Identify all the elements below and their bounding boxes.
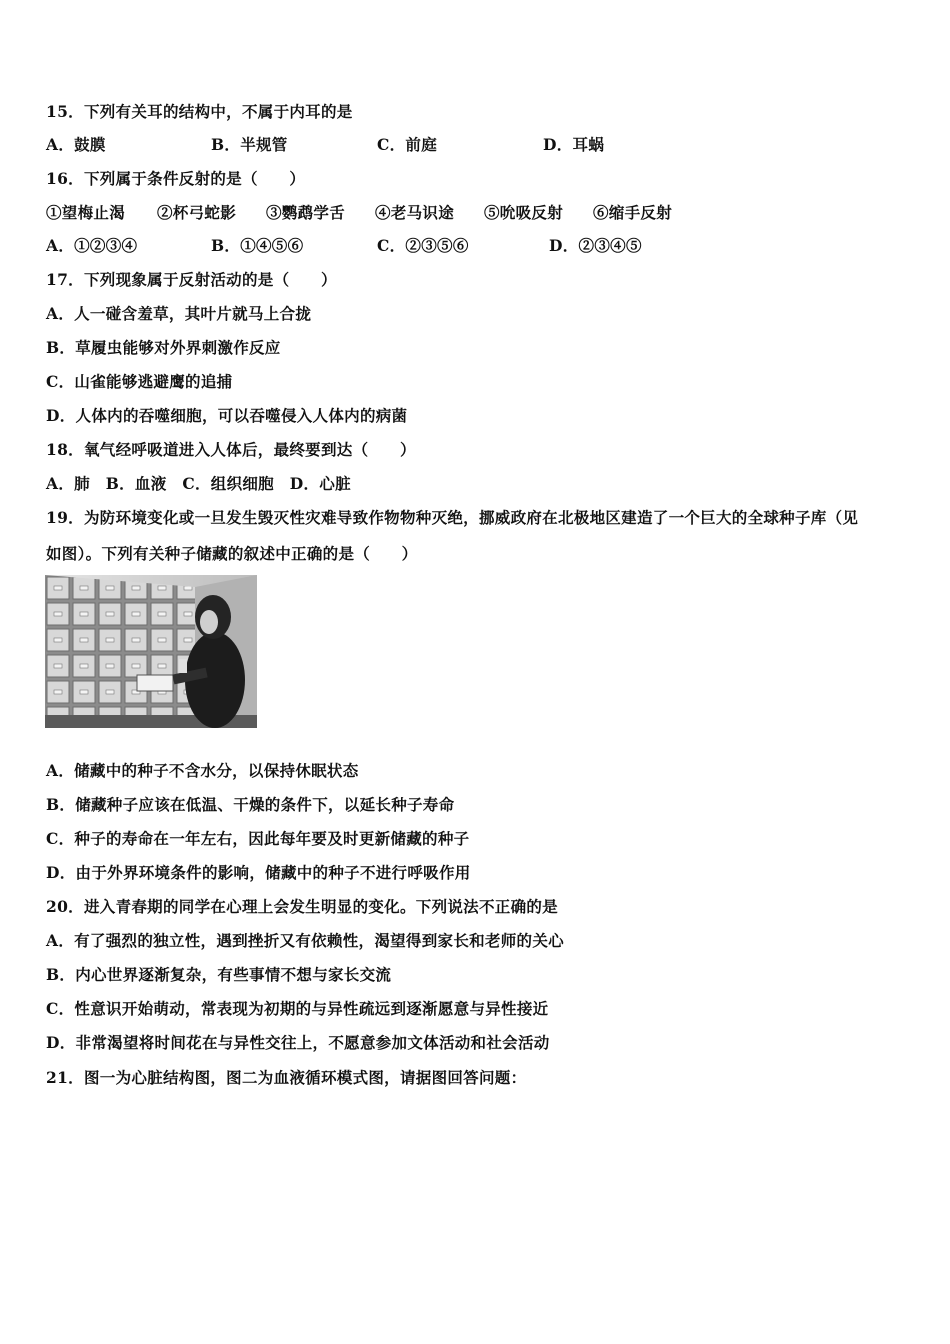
seed-vault-drawing [45, 575, 257, 728]
q19-stem-line1: 19．为防环境变化或一旦发生毁灭性灾难导致作物物种灭绝，挪威政府在北极地区建造了一个巨大的全球种子库（见 [46, 508, 859, 527]
q16-items [0, 203, 950, 223]
q19-option-b: B．储藏种子应该在低温、干燥的条件下，以延长种子寿命 [46, 795, 455, 814]
q16-item-3: ③鹦鹉学舌 [266, 203, 346, 222]
q20-option-a: A．有了强烈的独立性，遇到挫折又有依赖性，渴望得到家长和老师的关心 [46, 931, 564, 950]
q16-item-2: ②杯弓蛇影 [157, 203, 237, 222]
q20-option-b: B．内心世界逐渐复杂，有些事情不想与家长交流 [46, 965, 392, 984]
q19-stem-line2: 如图）。下列有关种子储藏的叙述中正确的是（ ） [46, 544, 418, 563]
q16-stem: 16．下列属于条件反射的是（ ） [46, 169, 306, 188]
q20-option-d: D．非常渴望将时间花在与异性交往上，不愿意参加文体活动和社会活动 [46, 1033, 550, 1052]
q17-option-c: C．山雀能够逃避鹰的追捕 [46, 372, 233, 391]
q16-options [0, 236, 950, 256]
q16-item-1: ①望梅止渴 [46, 203, 126, 222]
q19-option-c: C．种子的寿命在一年左右，因此每年要及时更新储藏的种子 [46, 829, 470, 848]
seed-vault-photo [45, 575, 257, 728]
q19-option-d: D．由于外界环境条件的影响，储藏中的种子不进行呼吸作用 [46, 863, 471, 882]
q15-option-c: C．前庭 [377, 135, 438, 154]
q16-item-4: ④老马识途 [375, 203, 455, 222]
q16-item-5: ⑤吮吸反射 [484, 203, 564, 222]
q16-option-a: A．①②③④ [46, 236, 138, 255]
q15-option-a: A．鼓膜 [46, 135, 106, 154]
q16-option-b: B．①④⑤⑥ [211, 236, 304, 255]
q16-option-d: D．②③④⑤ [549, 236, 642, 255]
q16-item-6: ⑥缩手反射 [593, 203, 673, 222]
q20-option-c: C．性意识开始萌动，常表现为初期的与异性疏远到逐渐愿意与异性接近 [46, 999, 549, 1018]
q21-stem: 21．图一为心脏结构图，图二为血液循环模式图，请据图回答问题： [46, 1068, 527, 1087]
q18-stem: 18．氧气经呼吸道进入人体后，最终要到达（ ） [46, 440, 416, 459]
q17-option-d: D．人体内的吞噬细胞，可以吞噬侵入人体内的病菌 [46, 406, 408, 425]
q19-option-a: A．储藏中的种子不含水分，以保持休眠状态 [46, 761, 359, 780]
q17-option-b: B．草履虫能够对外界刺激作反应 [46, 338, 281, 357]
q17-stem: 17．下列现象属于反射活动的是（ ） [46, 270, 337, 289]
q15-stem: 15．下列有关耳的结构中，不属于内耳的是 [46, 102, 353, 121]
q18-options: A．肺 B．血液 C．组织细胞 D．心脏 [46, 474, 351, 493]
q16-option-c: C．②③⑤⑥ [377, 236, 469, 255]
q15-option-b: B．半规管 [211, 135, 288, 154]
q17-option-a: A．人一碰含羞草，其叶片就马上合拢 [46, 304, 312, 323]
q15-option-d: D．耳蜗 [543, 135, 605, 154]
q20-stem: 20．进入青春期的同学在心理上会发生明显的变化。下列说法不正确的是 [46, 897, 558, 916]
q15-options [0, 135, 950, 155]
